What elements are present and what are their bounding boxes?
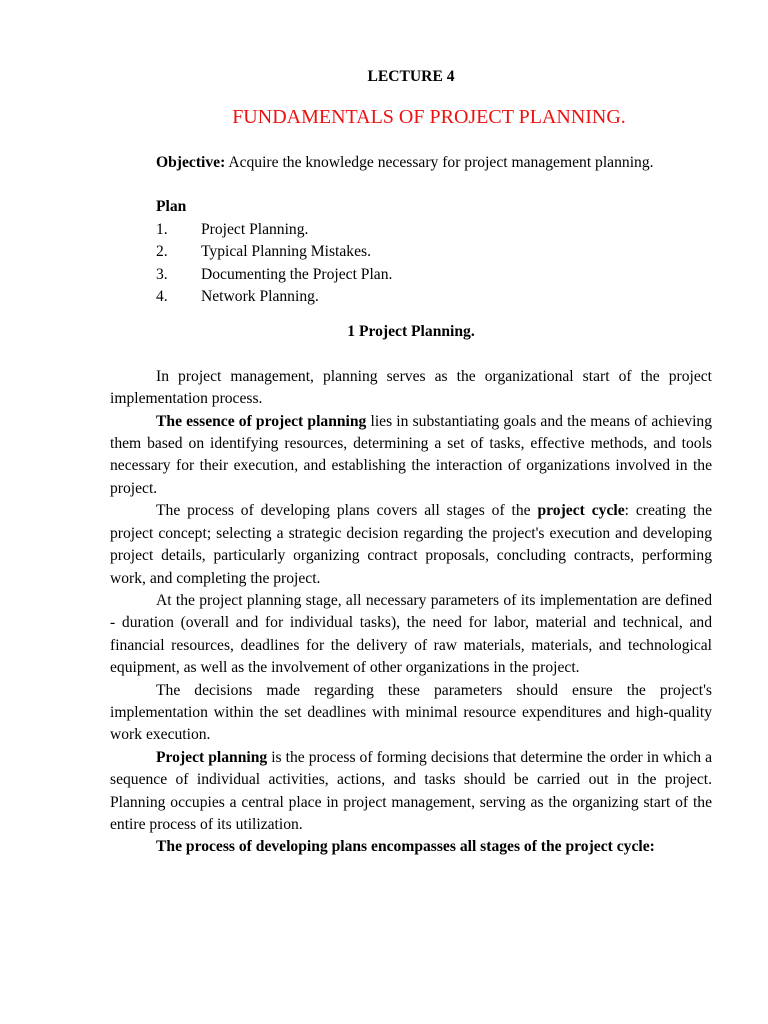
plan-item-text: Project Planning. xyxy=(201,220,309,238)
project-planning-text: is the process of forming decisions that determine the order in which a sequence of individual activities, actions, and tasks should be carried out in the project. Planning occupies a central place in project management, serving as the organizing start of the entire process of its utilization. xyxy=(110,748,712,833)
project-cycle-term: project cycle xyxy=(537,502,625,520)
lecture-number: LECTURE 4 xyxy=(367,68,455,85)
essence-term: The essence of project planning xyxy=(156,412,367,430)
plan-heading: Plan xyxy=(156,198,187,216)
plan-item-text: Network Planning. xyxy=(201,288,319,306)
plan-item-number: 4. xyxy=(156,288,168,306)
plan-item-text: Documenting the Project Plan. xyxy=(201,265,393,283)
plan-list-item xyxy=(110,241,712,263)
plan-list-item xyxy=(110,264,712,286)
project-planning-term: Project planning xyxy=(156,748,268,766)
plan-item-number: 2. xyxy=(156,243,168,261)
stages-statement: The process of developing plans encompasses all stages of the project cycle: xyxy=(156,838,655,856)
body-paragraph-2 xyxy=(110,411,712,501)
document-page xyxy=(110,66,712,859)
plan-list xyxy=(110,219,712,309)
body-paragraph-7 xyxy=(110,836,712,858)
plan-item-text: Typical Planning Mistakes. xyxy=(201,243,371,261)
objective-text: Acquire the knowledge necessary for project management planning. xyxy=(225,154,654,171)
plan-item-number: 3. xyxy=(156,265,168,283)
plan-list-item xyxy=(110,219,712,241)
body-paragraph-5: The decisions made regarding these parameters should ensure the project's implementation within the set deadlines with minimal resource expenditures and high-quality work execution. xyxy=(110,681,712,744)
body-paragraph-1: In project management, planning serves as the organizational start of the project implementation process. xyxy=(110,367,712,408)
body-paragraph-3 xyxy=(110,500,712,590)
plan-item-number: 1. xyxy=(156,220,168,238)
body-paragraph-6 xyxy=(110,747,712,837)
essence-text: lies in substantiating goals and the means of achieving them based on identifying resources, determining a set of tasks, effective methods, and tools necessary for their execution, and establishing the interaction of organizations involved in the project. xyxy=(110,412,713,497)
objective-paragraph xyxy=(110,152,712,174)
section-heading: 1 Project Planning. xyxy=(347,323,475,341)
cycle-text-start: The process of developing plans covers all stages of the xyxy=(156,502,538,520)
cycle-text-rest: : creating the project concept; selecting a strategic decision regarding the project's execution and developing project details, particularly organizing contract proposals, concluding contracts, performing work, and completing the project. xyxy=(110,502,712,587)
plan-list-item xyxy=(110,286,712,308)
body-paragraph-4: At the project planning stage, all necessary parameters of its implementation are defined - duration (overall and for individual tasks), the need for labor, material and technical, and financial resources, deadlines for the delivery of raw materials, materials, and technological equipment, as well as the involvement of other organizations in the project. xyxy=(110,591,712,677)
spacer xyxy=(110,174,712,196)
page-title: FUNDAMENTALS OF PROJECT PLANNING. xyxy=(232,106,626,128)
objective-label: Objective: xyxy=(156,154,226,171)
spacer xyxy=(110,344,712,366)
